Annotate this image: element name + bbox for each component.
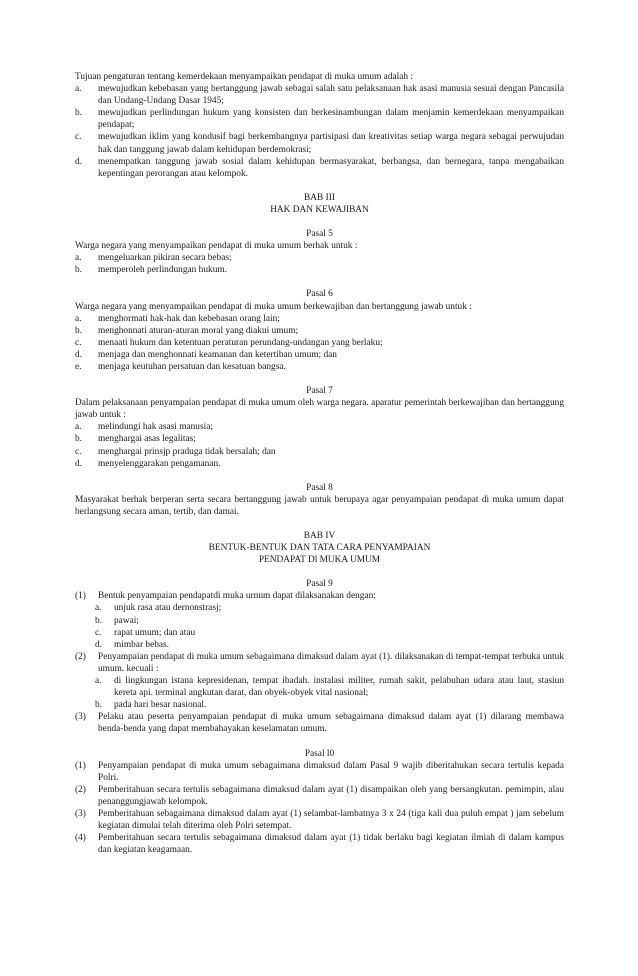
article-text: Masyarakat berhak berperan serta secara bertanggung jawab untuk berupaya agar penyampaian pendapat di muka umum dapat berlangsung secara aman, tertib, dan damai. bbox=[75, 494, 564, 517]
item-text: melindungi hak asasi manusia; bbox=[98, 422, 213, 433]
list-item bbox=[75, 252, 564, 264]
item-text: menghormati hak-hak dan kebebasan orang lain; bbox=[98, 313, 280, 324]
clause-text: Pemberitahuan secara tertulis sebagaimana dimaksud dalam ayat (1) disampaikan oleh yang bersangkutan. pemimpin, alau penanggungjawab kelompok. bbox=[98, 784, 564, 807]
sub-item bbox=[75, 675, 564, 699]
chapter-title: BENTUK-BENTUK DAN TATA CARA PENYAMPAIAN bbox=[208, 543, 431, 554]
item-label: b. bbox=[75, 434, 83, 445]
list-item bbox=[75, 83, 564, 107]
numbered-clause bbox=[75, 711, 564, 735]
list-item bbox=[75, 131, 564, 155]
clause-label: (2) bbox=[75, 784, 86, 795]
clause-label: (1) bbox=[75, 591, 86, 602]
item-label: c. bbox=[75, 446, 82, 457]
item-label: b. bbox=[75, 325, 83, 336]
item-text: menjaga dan menghonnati keamanan dan ketertiban umum; dan bbox=[98, 349, 337, 360]
article-heading: Pasal l0 bbox=[304, 748, 335, 759]
clause-label: (3) bbox=[75, 808, 86, 819]
item-label: b. bbox=[95, 615, 103, 626]
item-text: mewujudkan iklim yang kondusif bagi berkembangnya partisipasi dan kreativitas setiap warga negara sebagai perwujudan hak dan tanggung jawab dalam kehidupan berdemokrasi; bbox=[98, 132, 564, 155]
item-label: b. bbox=[75, 108, 83, 119]
chapter-number: BAB III bbox=[304, 192, 335, 203]
list-item bbox=[75, 421, 564, 433]
item-label: e. bbox=[75, 361, 82, 372]
item-text: mewujudkan perlindungan hukum yang konsisten dan berkesinambungan dalam menjamin kemerdekaan menyampaikan pendapat; bbox=[98, 108, 564, 131]
item-label: a. bbox=[75, 422, 82, 433]
chapter-title: HAK DAN KEWAJIBAN bbox=[270, 204, 369, 215]
list-item bbox=[75, 458, 564, 470]
article-lead: Dalam pelaksanaan penyampaian pendapat di muka umum oleh warga negara. aparatur pemerintah berkewajiban dan bertanggung jawab untuk : bbox=[75, 398, 564, 421]
item-text: menempatkan tanggung jawab sosial dalam kehidupan bermasyarakat, berbangsa, dan bernegara, tanpa mengabaikan kepentingan perorangan atau kelompok. bbox=[98, 156, 564, 179]
sub-item bbox=[75, 615, 564, 627]
item-text: mewujudkan kebebasan yang bertanggung jawab sebagai salah satu pelaksanaan hak asasi manusia sesuai dengan Pancasila dan Undang-Undang Dasar 1945; bbox=[98, 84, 564, 107]
clause-text: Pemberitahuan secara tertulis sebagaimana dimaksud dalam ayat (1) tidak berlaku bagi kegiatan ilmiah di dalam kampus dan kegiatan keagamaan. bbox=[98, 833, 564, 856]
list-item bbox=[75, 264, 564, 276]
item-text: menjaga keutuhan persatuan dan kesatuan bangsa. bbox=[98, 361, 286, 372]
chapter-number: BAB IV bbox=[303, 531, 336, 541]
item-text: pawai; bbox=[114, 615, 139, 626]
item-label: c. bbox=[75, 337, 82, 348]
item-label: d. bbox=[75, 349, 83, 360]
item-label: a. bbox=[75, 253, 82, 264]
numbered-clause bbox=[75, 784, 564, 808]
numbered-clause bbox=[75, 808, 564, 832]
article-heading: Pasal 5 bbox=[306, 229, 333, 240]
clause-text: Penyampaian pendapat di muka umum sebagaimana dimaksud dalam ayat (1). dilaksanakan di tempat-tempat terbuka untuk umum. kecuali : bbox=[98, 651, 564, 674]
clause-text: Penyampaian pendapat di muka umum sebagaimana dimaksud dalam Pasal 9 wajib diberitahukan secara tertulis kepada Polri. bbox=[98, 760, 564, 783]
list-item bbox=[75, 433, 564, 445]
item-label: a. bbox=[75, 313, 82, 324]
list-item bbox=[75, 337, 564, 349]
chapter-title-continued: PENDAPAT Dl MUKA UMUM bbox=[258, 555, 381, 566]
clause-label: (1) bbox=[75, 760, 86, 771]
item-text: menaati hukum dan ketentuan peraturan perundang-undangan yang berlaku; bbox=[98, 337, 383, 348]
numbered-clause bbox=[75, 590, 564, 602]
item-text: di lingkungan istana kepresidenan, tempat ibadah. instalasi militer, rumah sakit, pelabuhan udara atau laut, stasiun kereta api. terminal angkutan darat, dan obyek-obyek vital nasional; bbox=[114, 676, 564, 699]
item-text: memperoleh perlindungan hukum. bbox=[98, 265, 227, 276]
item-label: a. bbox=[95, 603, 102, 614]
list-item bbox=[75, 446, 564, 458]
list-item bbox=[75, 313, 564, 325]
item-label: b. bbox=[95, 700, 103, 711]
clause-label: (2) bbox=[75, 651, 86, 662]
item-text: rapat umum; dan atau bbox=[114, 627, 196, 638]
list-item bbox=[75, 107, 564, 131]
item-text: pada hari besar nasional. bbox=[114, 700, 207, 711]
item-label: c. bbox=[75, 132, 82, 143]
intro-lead: Tujuan pengaturan tentang kemerdekaan menyampaikan pendapat di muka umum adalah : bbox=[75, 72, 413, 82]
sub-item bbox=[75, 639, 564, 651]
article-heading: Pasal 8 bbox=[306, 482, 333, 493]
item-text: mengeluarkan pikiran secara bebas; bbox=[98, 253, 232, 264]
item-label: d. bbox=[95, 639, 103, 650]
item-label: b. bbox=[75, 265, 83, 276]
clause-label: (3) bbox=[75, 712, 86, 723]
list-item bbox=[75, 349, 564, 361]
item-text: unjuk rasa atau dernonstrasj; bbox=[114, 603, 222, 614]
list-item bbox=[75, 156, 564, 180]
clause-text: Bentuk penyampaian pendapatdi muka urnum dapat dilaksanakan dengan: bbox=[98, 591, 376, 602]
item-label: c. bbox=[95, 627, 102, 638]
item-text: menghonnati aturan-aturan moral yang diakui umum; bbox=[98, 325, 299, 336]
numbered-clause bbox=[75, 651, 564, 675]
clause-text: Pelaku atau peserta penyampaian pendapat di muka umum sebagaimana dimaksud dalam ayat (1) dilarang membawa benda-benda yang dapat membahayakan keselamatan umum. bbox=[98, 712, 564, 735]
clause-text: Pemberitahuan sebagaimana dimaksud dalam ayat (1) selambat-lambatnya 3 x 24 (tiga kali dua puluh empat ) jam sebelum kegiatan dimulai telah diterima oleh Polri setempat. bbox=[98, 808, 564, 832]
article-heading: Pasal 9 bbox=[306, 579, 333, 590]
numbered-clause bbox=[75, 760, 564, 784]
item-label: a. bbox=[95, 676, 102, 687]
list-item bbox=[75, 361, 564, 373]
item-text: menghargai prinsjp praduga tidak bersalah; dan bbox=[98, 446, 276, 457]
sub-item bbox=[75, 627, 564, 639]
item-text: menghargai asas legalitas; bbox=[98, 434, 196, 445]
item-text: menyelenggarakan pengamanan. bbox=[98, 458, 221, 469]
numbered-clause bbox=[75, 832, 564, 856]
item-label: d. bbox=[75, 458, 83, 469]
article-lead: Warga negara yang menyampaikan pendapat di muka umum berkewajiban dan bertanggung jawab untuk : bbox=[75, 301, 472, 312]
article-lead: Warga negara yang menyampaikan pendapat di muka umum berhak untuk : bbox=[75, 241, 358, 252]
clause-label: (4) bbox=[75, 833, 86, 844]
item-label: a. bbox=[75, 84, 82, 95]
item-label: d. bbox=[75, 156, 83, 167]
sub-item bbox=[75, 602, 564, 614]
sub-item bbox=[75, 699, 564, 711]
article-heading: Pasal 7 bbox=[306, 386, 333, 397]
article-heading: Pasal 6 bbox=[306, 289, 333, 300]
list-item bbox=[75, 325, 564, 337]
item-text: mimbar bebas. bbox=[114, 639, 170, 650]
